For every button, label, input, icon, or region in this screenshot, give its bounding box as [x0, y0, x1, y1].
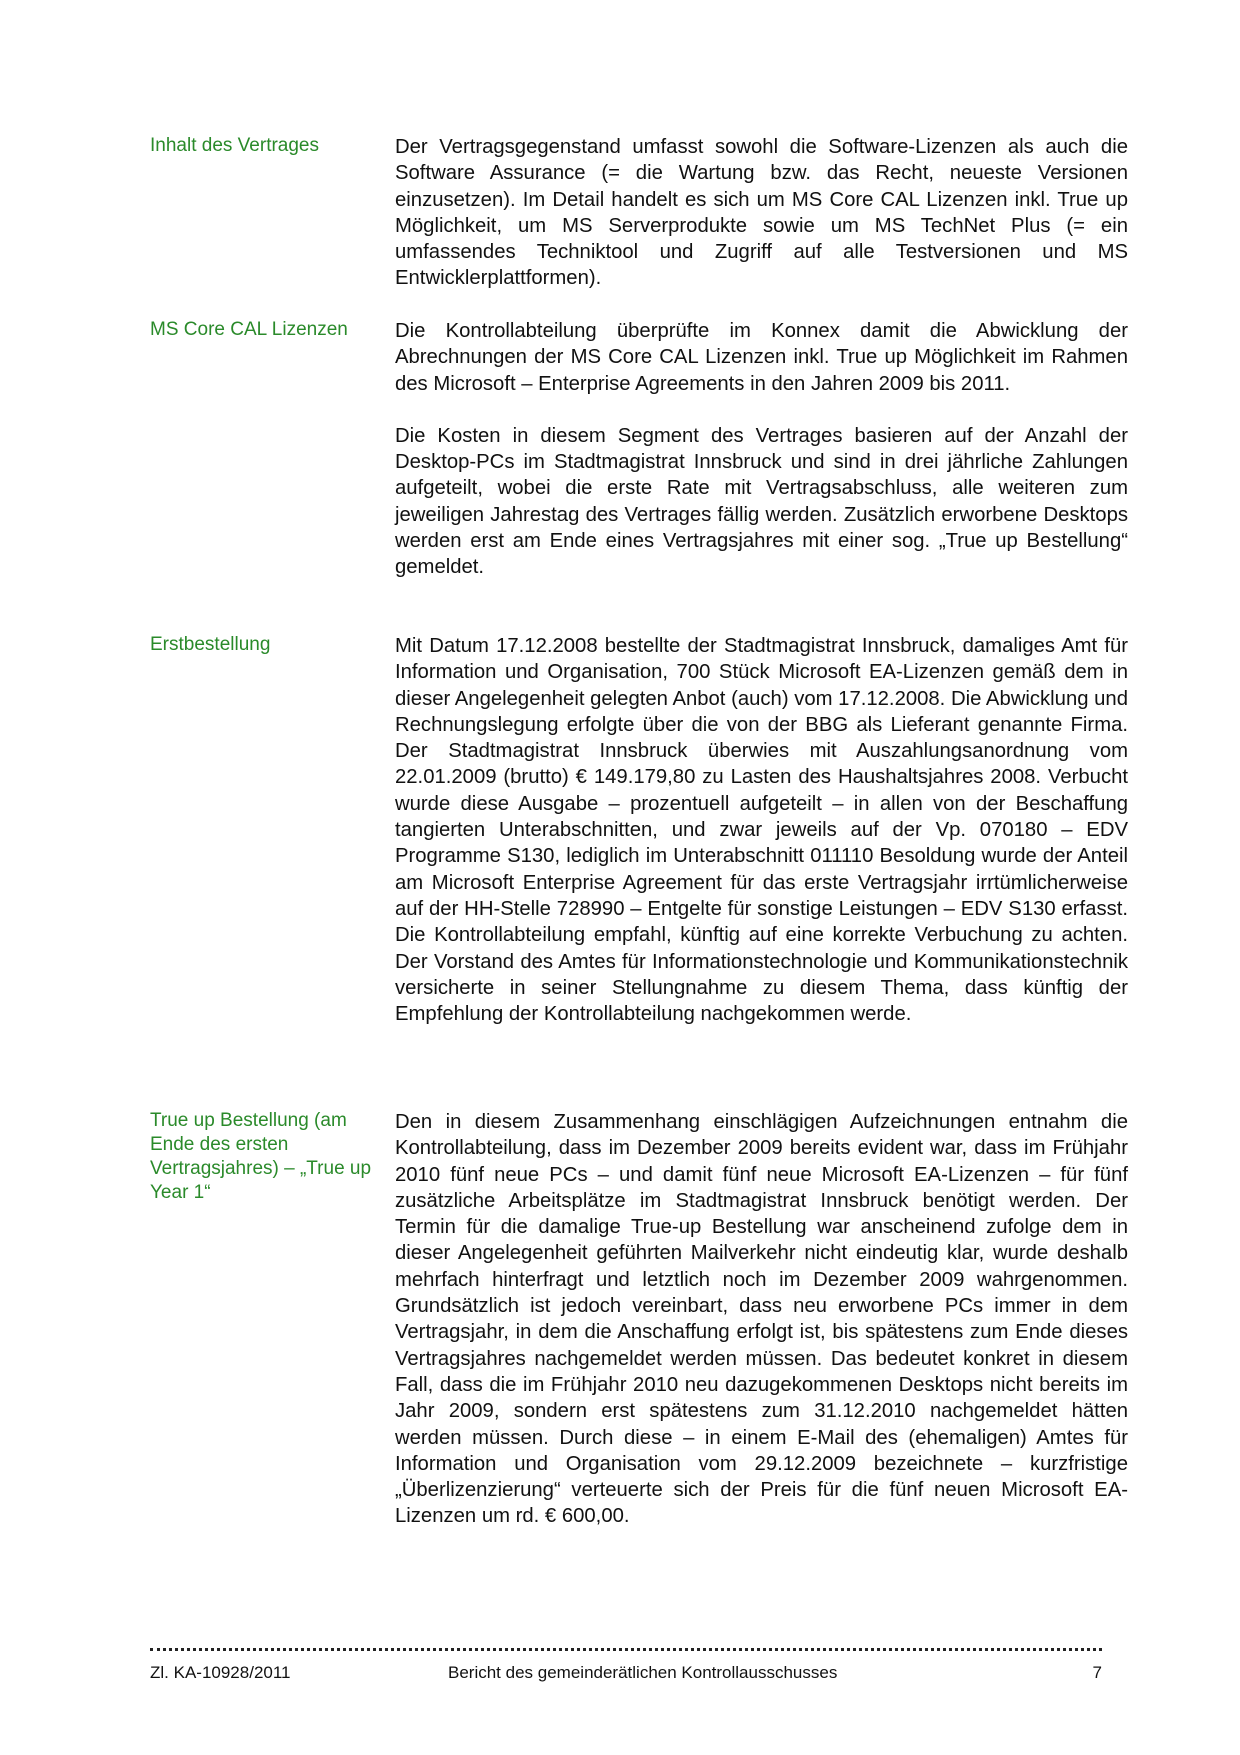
margin-label: Erstbestellung [150, 634, 271, 655]
section-body [395, 318, 1128, 581]
footer-reference: Zl. KA-10928/2011 [150, 1663, 291, 1682]
paragraph: Die Kontrollabteilung überprüfte im Konnex damit die Abwicklung der Abrechnungen der MS Core CAL Lizenzen inkl. True up Möglichkeit im Rahmen des Microsoft – Enterprise Agreements in den Jahren 2009 bis 2011. [395, 320, 1128, 395]
footer-dotted-rule [150, 1648, 1102, 1651]
margin-label: True up Bestellung (am Ende des ersten Vertragsjahres) – „True up Year 1“ [150, 1110, 372, 1203]
section-body [395, 633, 1128, 1027]
paragraph: Der Vertragsgegenstand umfasst sowohl die Software-Lizenzen als auch die Software Assurance (= die Wartung bzw. das Recht, neueste Versionen einzusetzen). Im Detail handelt es sich um MS Core CAL Lizenzen inkl. True up Möglichkeit, um MS Serverprodukte sowie um MS TechNet Plus (= ein umfassendes Techniktool und Zugriff auf alle Testversionen und MS Entwicklerplattformen). [395, 136, 1128, 290]
section-body [395, 1109, 1128, 1530]
margin-label: Inhalt des Vertrages [150, 135, 319, 156]
paragraph: Den in diesem Zusammenhang einschlägigen Aufzeichnungen entnahm die Kontrollabteilung, dass im Dezember 2009 bereits evident war, dass im Frühjahr 2010 fünf neue PCs – und damit fünf neue Microsoft EA-Lizenzen – für fünf zusätzliche Arbeitsplätze im Stadtmagistrat Innsbruck benötigt werden. Der Termin für die damalige True-up Bestellung war anscheinend zufolge dem in dieser Angelegenheit geführten Mailverkehr nicht eindeutig klar, wurde deshalb mehrfach hinterfragt und letztlich noch im Dezember 2009 wahrgenommen. Grundsätzlich ist jedoch vereinbart, dass neu erworbene PCs immer in dem Vertragsjahr, in dem die Anschaffung erfolgt ist, bis spätestens zum Ende dieses Vertragsjahres nachgemeldet werden müssen. Das bedeutet konkret in diesem Fall, dass die im Frühjahr 2010 neu dazugekommenen Desktops nicht bereits im Jahr 2009, sondern erst spätestens zum 31.12.2010 nachgemeldet hätten werden müssen. Durch diese – in einem E-Mail des (ehemaligen) Amtes für Information und Organisation vom 29.12.2009 bezeichnete – kurzfristige „Überlizenzierung“ verteuerte sich der Preis für die fünf neuen Microsoft EA-Lizenzen um rd. € 600,00. [395, 1111, 1128, 1528]
paragraph: Mit Datum 17.12.2008 bestellte der Stadtmagistrat Innsbruck, damaliges Amt für Information und Organisation, 700 Stück Microsoft EA-Lizenzen gemäß dem in dieser Angelegenheit gelegten Anbot (auch) vom 17.12.2008. Die Abwicklung und Rechnungslegung erfolgte über die von der BBG als Lieferant genannte Firma. Der Stadtmagistrat Innsbruck überwies mit Auszahlungsanordnung vom 22.01.2009 (brutto) € 149.179,80 zu Lasten des Haushaltsjahres 2008. Verbucht wurde diese Ausgabe – prozentuell aufgeteilt – in allen von der Beschaffung tangierten Unterabschnitten, und zwar jeweils auf der Vp. 070180 – EDV Programme S130, lediglich im Unterabschnitt 011110 Besoldung wurde der Anteil am Microsoft Enterprise Agreement für das erste Vertragsjahr irrtümlicherweise auf der HH-Stelle 728990 – Entgelte für sonstige Leistungen – EDV S130 erfasst. Die Kontrollabteilung empfahl, künftig auf eine korrekte Verbuchung zu achten. Der Vorstand des Amtes für Informationstechnologie und Kommunikationstechnik versicherte in seiner Stellungnahme zu diesem Thema, dass künftig der Empfehlung der Kontrollabteilung nachgekommen werde. [395, 635, 1128, 1026]
section-body [395, 134, 1128, 292]
margin-label: MS Core CAL Lizenzen [150, 319, 348, 340]
paragraph: Die Kosten in diesem Segment des Vertrages basieren auf der Anzahl der Desktop-PCs im Stadtmagistrat Innsbruck und sind in drei jährliche Zahlungen aufgeteilt, wobei die erste Rate mit Vertragsabschluss, alle weiteren zum jeweiligen Jahrestag des Vertrages fällig werden. Zusätzlich erworbene Desktops werden erst am Ende eines Vertragsjahres mit einer sog. „True up Bestellung“ gemeldet. [395, 424, 1128, 579]
footer-title: Bericht des gemeinderätlichen Kontrollausschusses [448, 1663, 838, 1682]
page-footer [150, 1662, 1102, 1686]
page-number: 7 [1092, 1663, 1102, 1682]
